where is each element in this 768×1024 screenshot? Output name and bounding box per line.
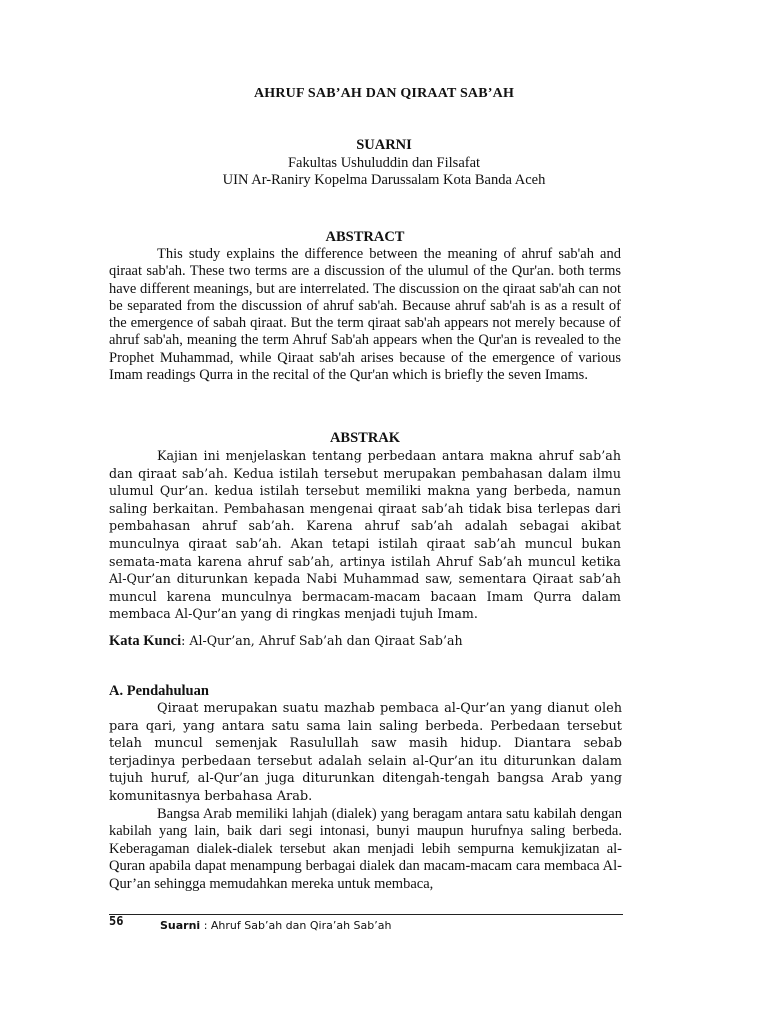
keywords-text: : Al-Qur’an, Ahruf Sab’ah dan Qiraat Sab’ah [181, 633, 463, 648]
section-heading: A. Pendahuluan [109, 683, 209, 699]
footer-divider [109, 914, 623, 915]
author-block [0, 137, 768, 190]
abstract-english [109, 229, 621, 384]
running-footer [160, 919, 391, 932]
keywords [109, 633, 621, 650]
paper-title: AHRUF SAB’AH DAN QIRAAT SAB’AH [253, 86, 515, 101]
author-affiliation-faculty: Fakultas Ushuluddin dan Filsafat [287, 154, 481, 171]
section-introduction [109, 683, 622, 894]
author-name: SUARNI [356, 137, 412, 153]
author-affiliation-university: UIN Ar-Raniry Kopelma Darussalam Kota Banda Aceh [222, 172, 546, 188]
page-number: 56 [109, 914, 124, 928]
intro-paragraph-1: Qiraat merupakan suatu mazhab pembaca al-Qur’an yang dianut oleh para qari, yang antara satu sama lain saling berbeda. Perbedaan tersebut telah muncul semenjak Rasulullah saw masih hidup. Diantara sebab terjadinya perbedaan tersebut adalah selain al-Qur’an itu diturunkan dalam tujuh huruf, al-Qur’an juga diturunkan ditengah-tengah bangsa Arab yang komunitasnya berbahasa Arab. [109, 701, 622, 804]
running-footer-author: Suarni [160, 919, 201, 932]
abstract-heading: ABSTRACT [325, 229, 405, 245]
abstrak-text: Kajian ini menjelaskan tentang perbedaan antara makna ahruf sab’ah dan qiraat sab’ah. Kedua istilah tersebut merupakan pembahasan dalam ilmu ulumul Qur’an. kedua istilah tersebut memiliki makna yang berbeda, namun saling berkaitan. Pembahasan mengenai qiraat sab’ah tidak bisa terlepas dari pembahasan ahruf sab’ah. Karena ahruf sab’ah adalah sebagai akibat munculnya qiraat sab’ah. Akan tetapi istilah qiraat sab’ah muncul bukan semata-mata karena ahruf sab’ah, artinya istilah Ahruf Sab’ah muncul ketika Al-Qur’an diturunkan kepada Nabi Muhammad saw, sementara Qiraat sab’ah muncul karena munculnya bermacam-macam bacaan Imam Qurra dalam membaca Al-Qur’an yang di ringkas menjadi tujuh Imam. [109, 448, 621, 622]
intro-paragraph-2: Bangsa Arab memiliki lahjah (dialek) yang beragam antara satu kabilah dengan kabilah yang lain, baik dari segi intonasi, bunyi maupun hurufnya saling berbeda. Keberagaman dialek-dialek tersebut akan menjadi lebih sempurna kemukjizatan al-Quran apabila dapat menampung berbagai dialek dan macam-macam cara membaca Al-Qur’an sehingga memudahkan mereka untuk membaca, [109, 805, 622, 892]
running-footer-title: : Ahruf Sab’ah dan Qira’ah Sab’ah [200, 919, 392, 932]
abstract-text: This study explains the difference between the meaning of ahruf sab'ah and qiraat sab'ah. These two terms are a discussion of the ulumul of the Qur'an. both terms have different meanings, but are interrelated. The discussion on the qiraat sab'ah can not be separated from the discussion of ahruf sab'ah. Because ahruf sab'ah is as a result of the emergence of sabah qiraat. But the term qiraat sab'ah appears not merely because of ahruf sab'ah, meaning the term Ahruf Sab'ah appears when the Qur'an is revealed to the Prophet Muhammad, while Qiraat sab'ah arises because of the emergence of various Imam readings Qurra in the recital of the Qur'an which is briefly the seven Imams. [109, 246, 621, 384]
keywords-label: Kata Kunci [109, 633, 182, 649]
abstract-indonesian [109, 430, 621, 623]
abstrak-heading: ABSTRAK [329, 430, 401, 446]
